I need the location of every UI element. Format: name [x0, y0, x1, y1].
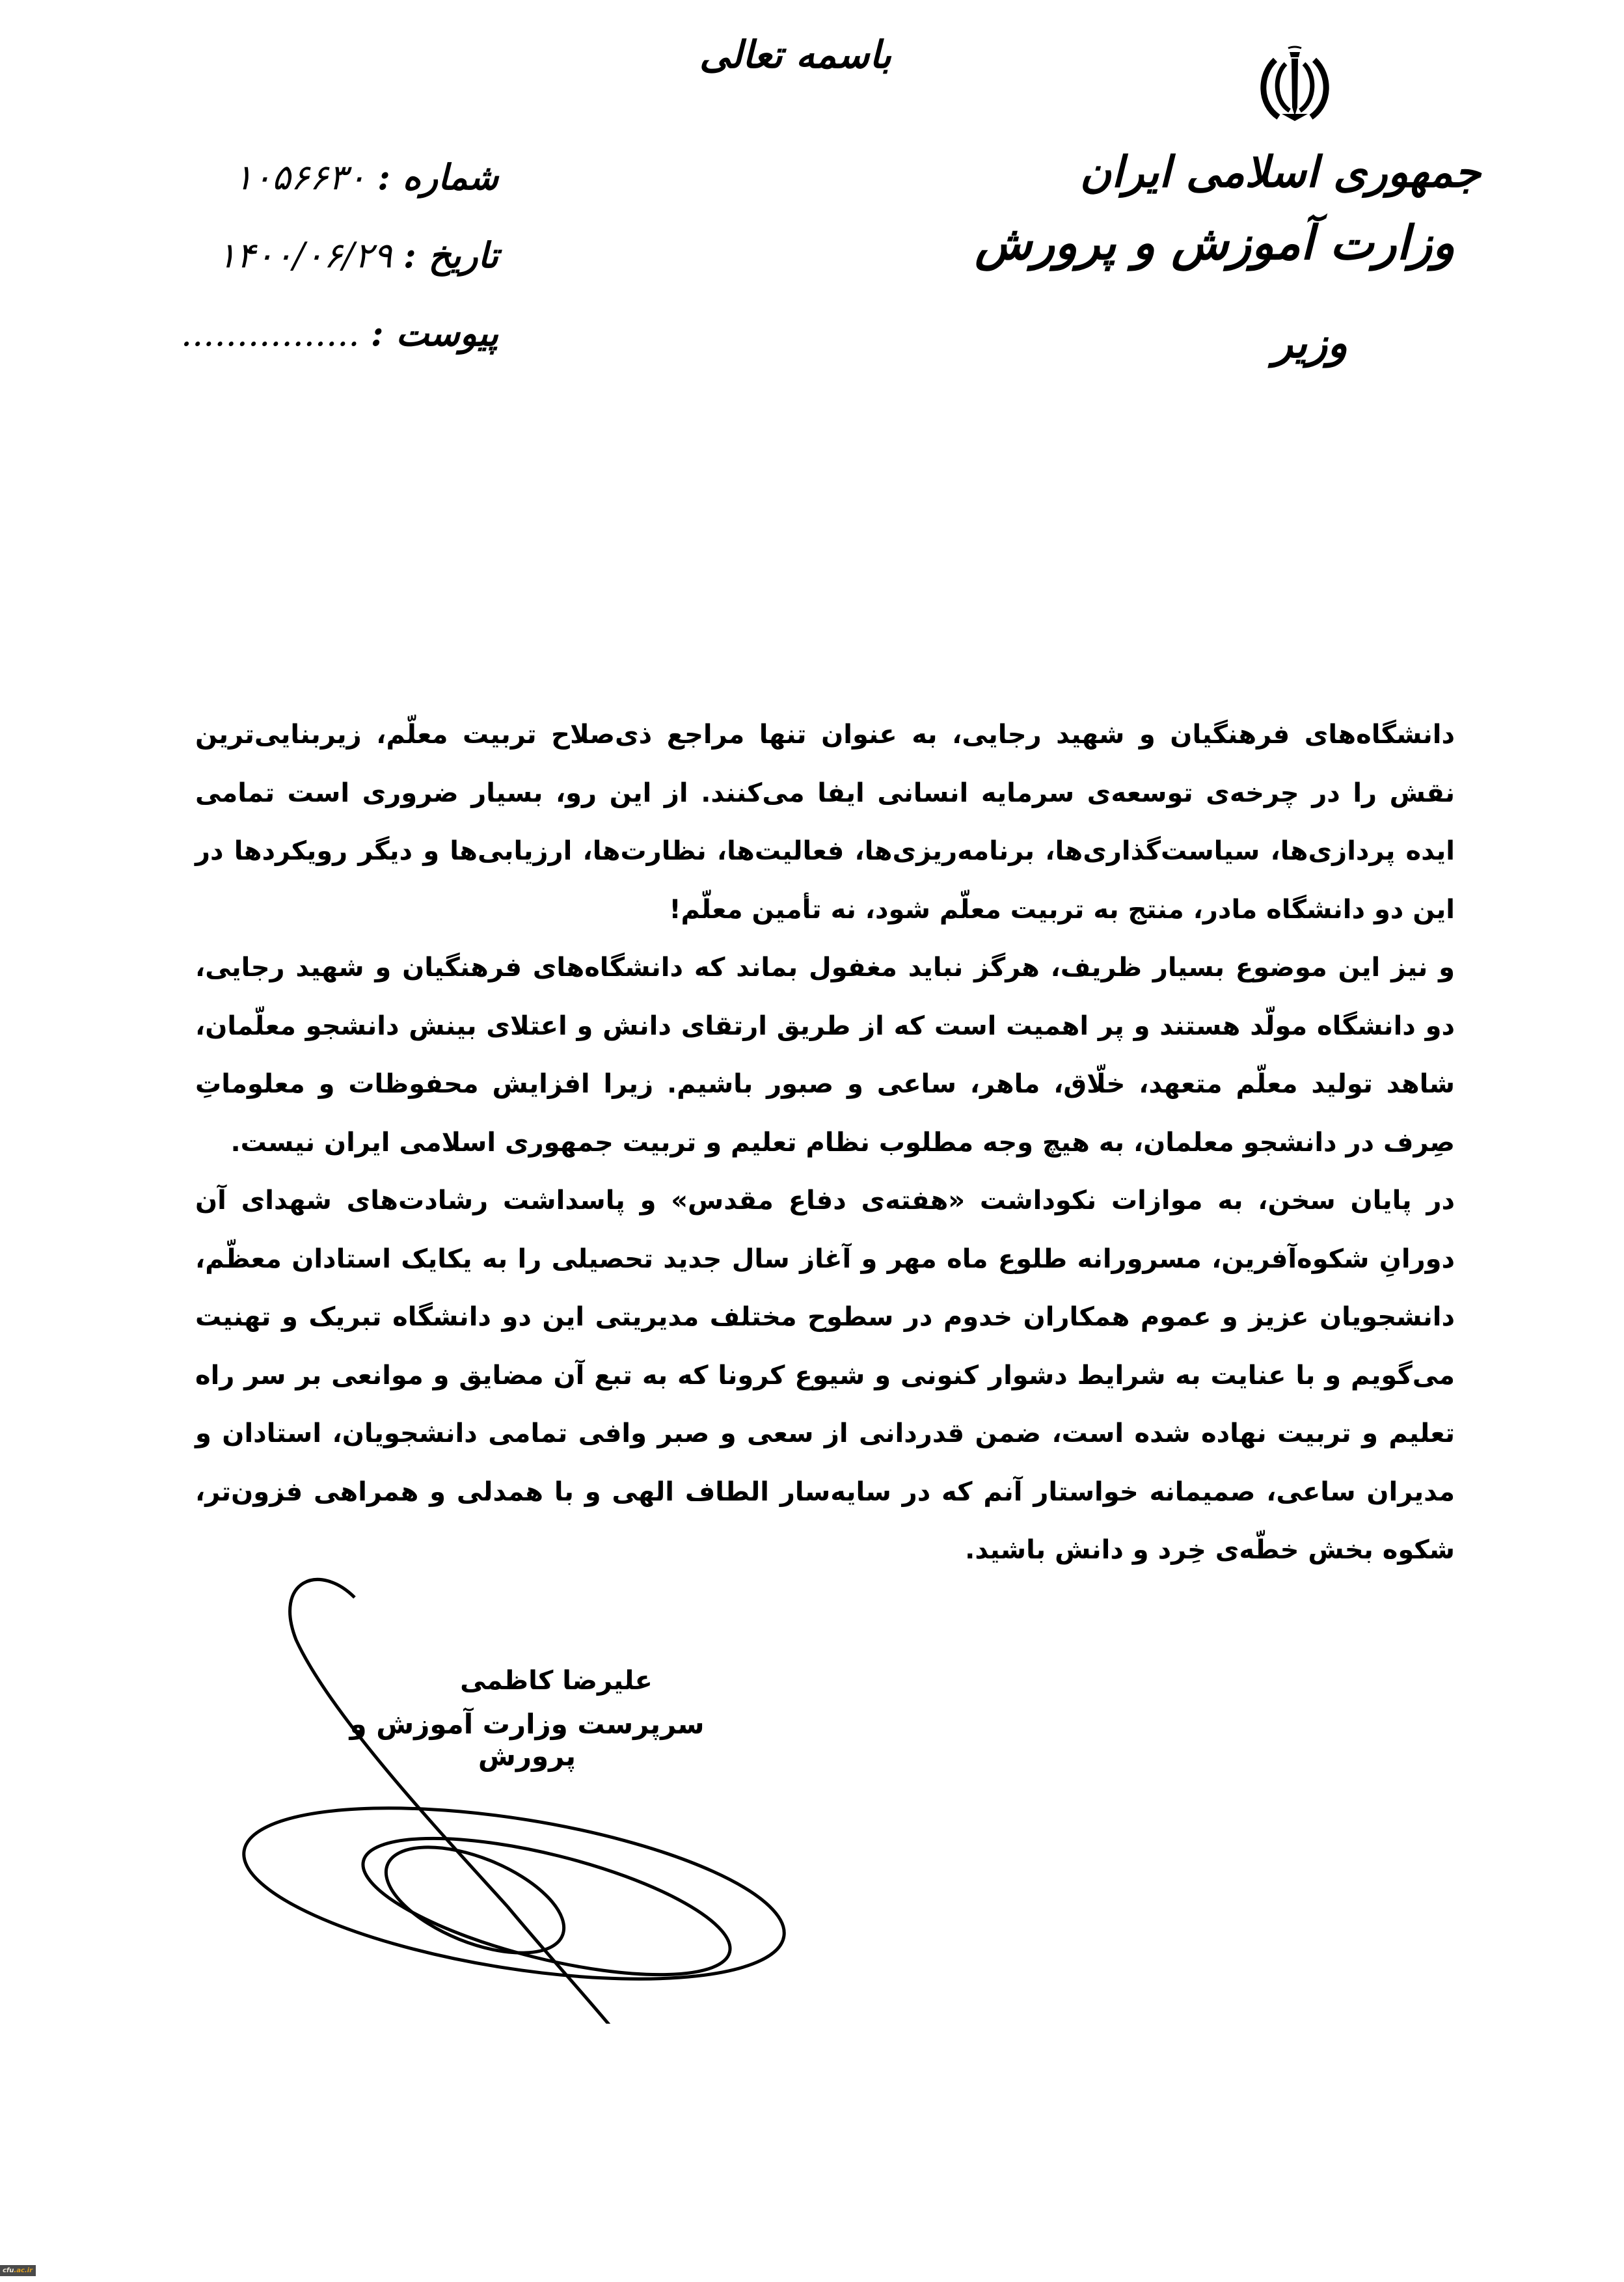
- signature-loop: [234, 1777, 796, 2011]
- site-watermark: [0, 2265, 36, 2276]
- letter-date-label: تاریخ :: [403, 234, 498, 276]
- letter-body: [195, 706, 1455, 1580]
- letter-attachment-value: ................: [180, 313, 360, 354]
- signature-stroke: [290, 1579, 657, 2024]
- invocation-heading: باسمه تعالی: [699, 33, 891, 77]
- watermark-site: cfu: [3, 2267, 14, 2274]
- letter-number-label: شماره :: [377, 156, 498, 198]
- letter-attachment-label: پیوست :: [370, 312, 498, 354]
- body-paragraph: در پایان سخن، به موازات نکوداشت «هفته‌ی دفاع مقدس» و پاسداشت رشادت‌های شهدای آن دورانِ شکوه‌آفرین، مسرورانه طلوع ماه مهر و آغاز سال جدید تحصیلی را به یکایک استادان معظّم، دانشجویان عزیز و عموم همکاران خدوم در سطوح مختلف مدیریتی این دو دانشگاه تبریک و تهنیت می‌گویم و با عنایت به شرایط دشوار کنونی و شیوع کرونا که به تبع آن مضایق و موانعی بر سر راه تعلیم و تربیت نهاده شده است، ضمن قدردانی از سعی و صبر وافی تمامی دانشجویان، استادان و مدیران ساعی، صمیمانه خواستار آنم که در سایه‌سار الطاف الهی و با همدلی و همراهی فزون‌تر، شکوه بخش خطّه‌ی خِرد و دانش باشید.: [195, 1186, 1455, 1565]
- iran-emblem-icon: [1256, 46, 1334, 130]
- handwritten-signature: [234, 1568, 820, 2024]
- body-paragraph: و نیز این موضوع بسیار ظریف، هرگز نباید مغفول بماند که دانشگاه‌های فرهنگیان و شهید رجایی، دو دانشگاه مولّد هستند و پر اهمیت است که از طریق ارتقای دانش و اعتلای بینش دانشجو معلّمان، شاهد تولید معلّم متعهد، خلّاق، ماهر، ساعی و صبور باشیم. زیرا افزایش محفوظات و معلوماتِ صِرف در دانشجو معلمان، به هیچ وجه مطلوب نظام تعلیم و تربیت جمهوری اسلامی ایران نیست.: [195, 953, 1455, 1158]
- letterhead-country: جمهوری اسلامی ایران: [1079, 146, 1481, 197]
- signatory-name: علیرضا کاظمی: [460, 1666, 653, 1696]
- letter-number-value: ۱۰۵۶۶۳۰: [234, 157, 366, 198]
- watermark-tld: .ac.ir: [14, 2267, 33, 2274]
- letterhead-office: وزیر: [1273, 319, 1347, 368]
- body-paragraph: دانشگاه‌های فرهنگیان و شهید رجایی، به عنوان تنها مراجع ذی‌صلاح تربیت معلّم، زیربنایی‌ترین نقش را در چرخه‌ی توسعه‌ی سرمایه انسانی ایفا می‌کنند. از این رو، بسیار ضروری است تمامی ایده پردازی‌ها، سیاست‌گذاری‌ها، برنامه‌ریزی‌ها، فعالیت‌ها، نظارت‌ها، ارزیابی‌ها و دیگر رویکردها در این دو دانشگاه مادر، منتج به تربیت معلّم شود، نه تأمین معلّم!: [195, 720, 1455, 925]
- letter-date-value: ۱۴۰۰/۰۶/۲۹: [217, 235, 392, 276]
- letter-date-row: [217, 234, 498, 276]
- letter-attachment-row: [181, 312, 498, 354]
- letter-number-row: [234, 156, 498, 198]
- letterhead-ministry: وزارت آموزش و پرورش: [975, 215, 1455, 270]
- signatory-title: سرپرست وزارت آموزش و پرورش: [349, 1708, 705, 1772]
